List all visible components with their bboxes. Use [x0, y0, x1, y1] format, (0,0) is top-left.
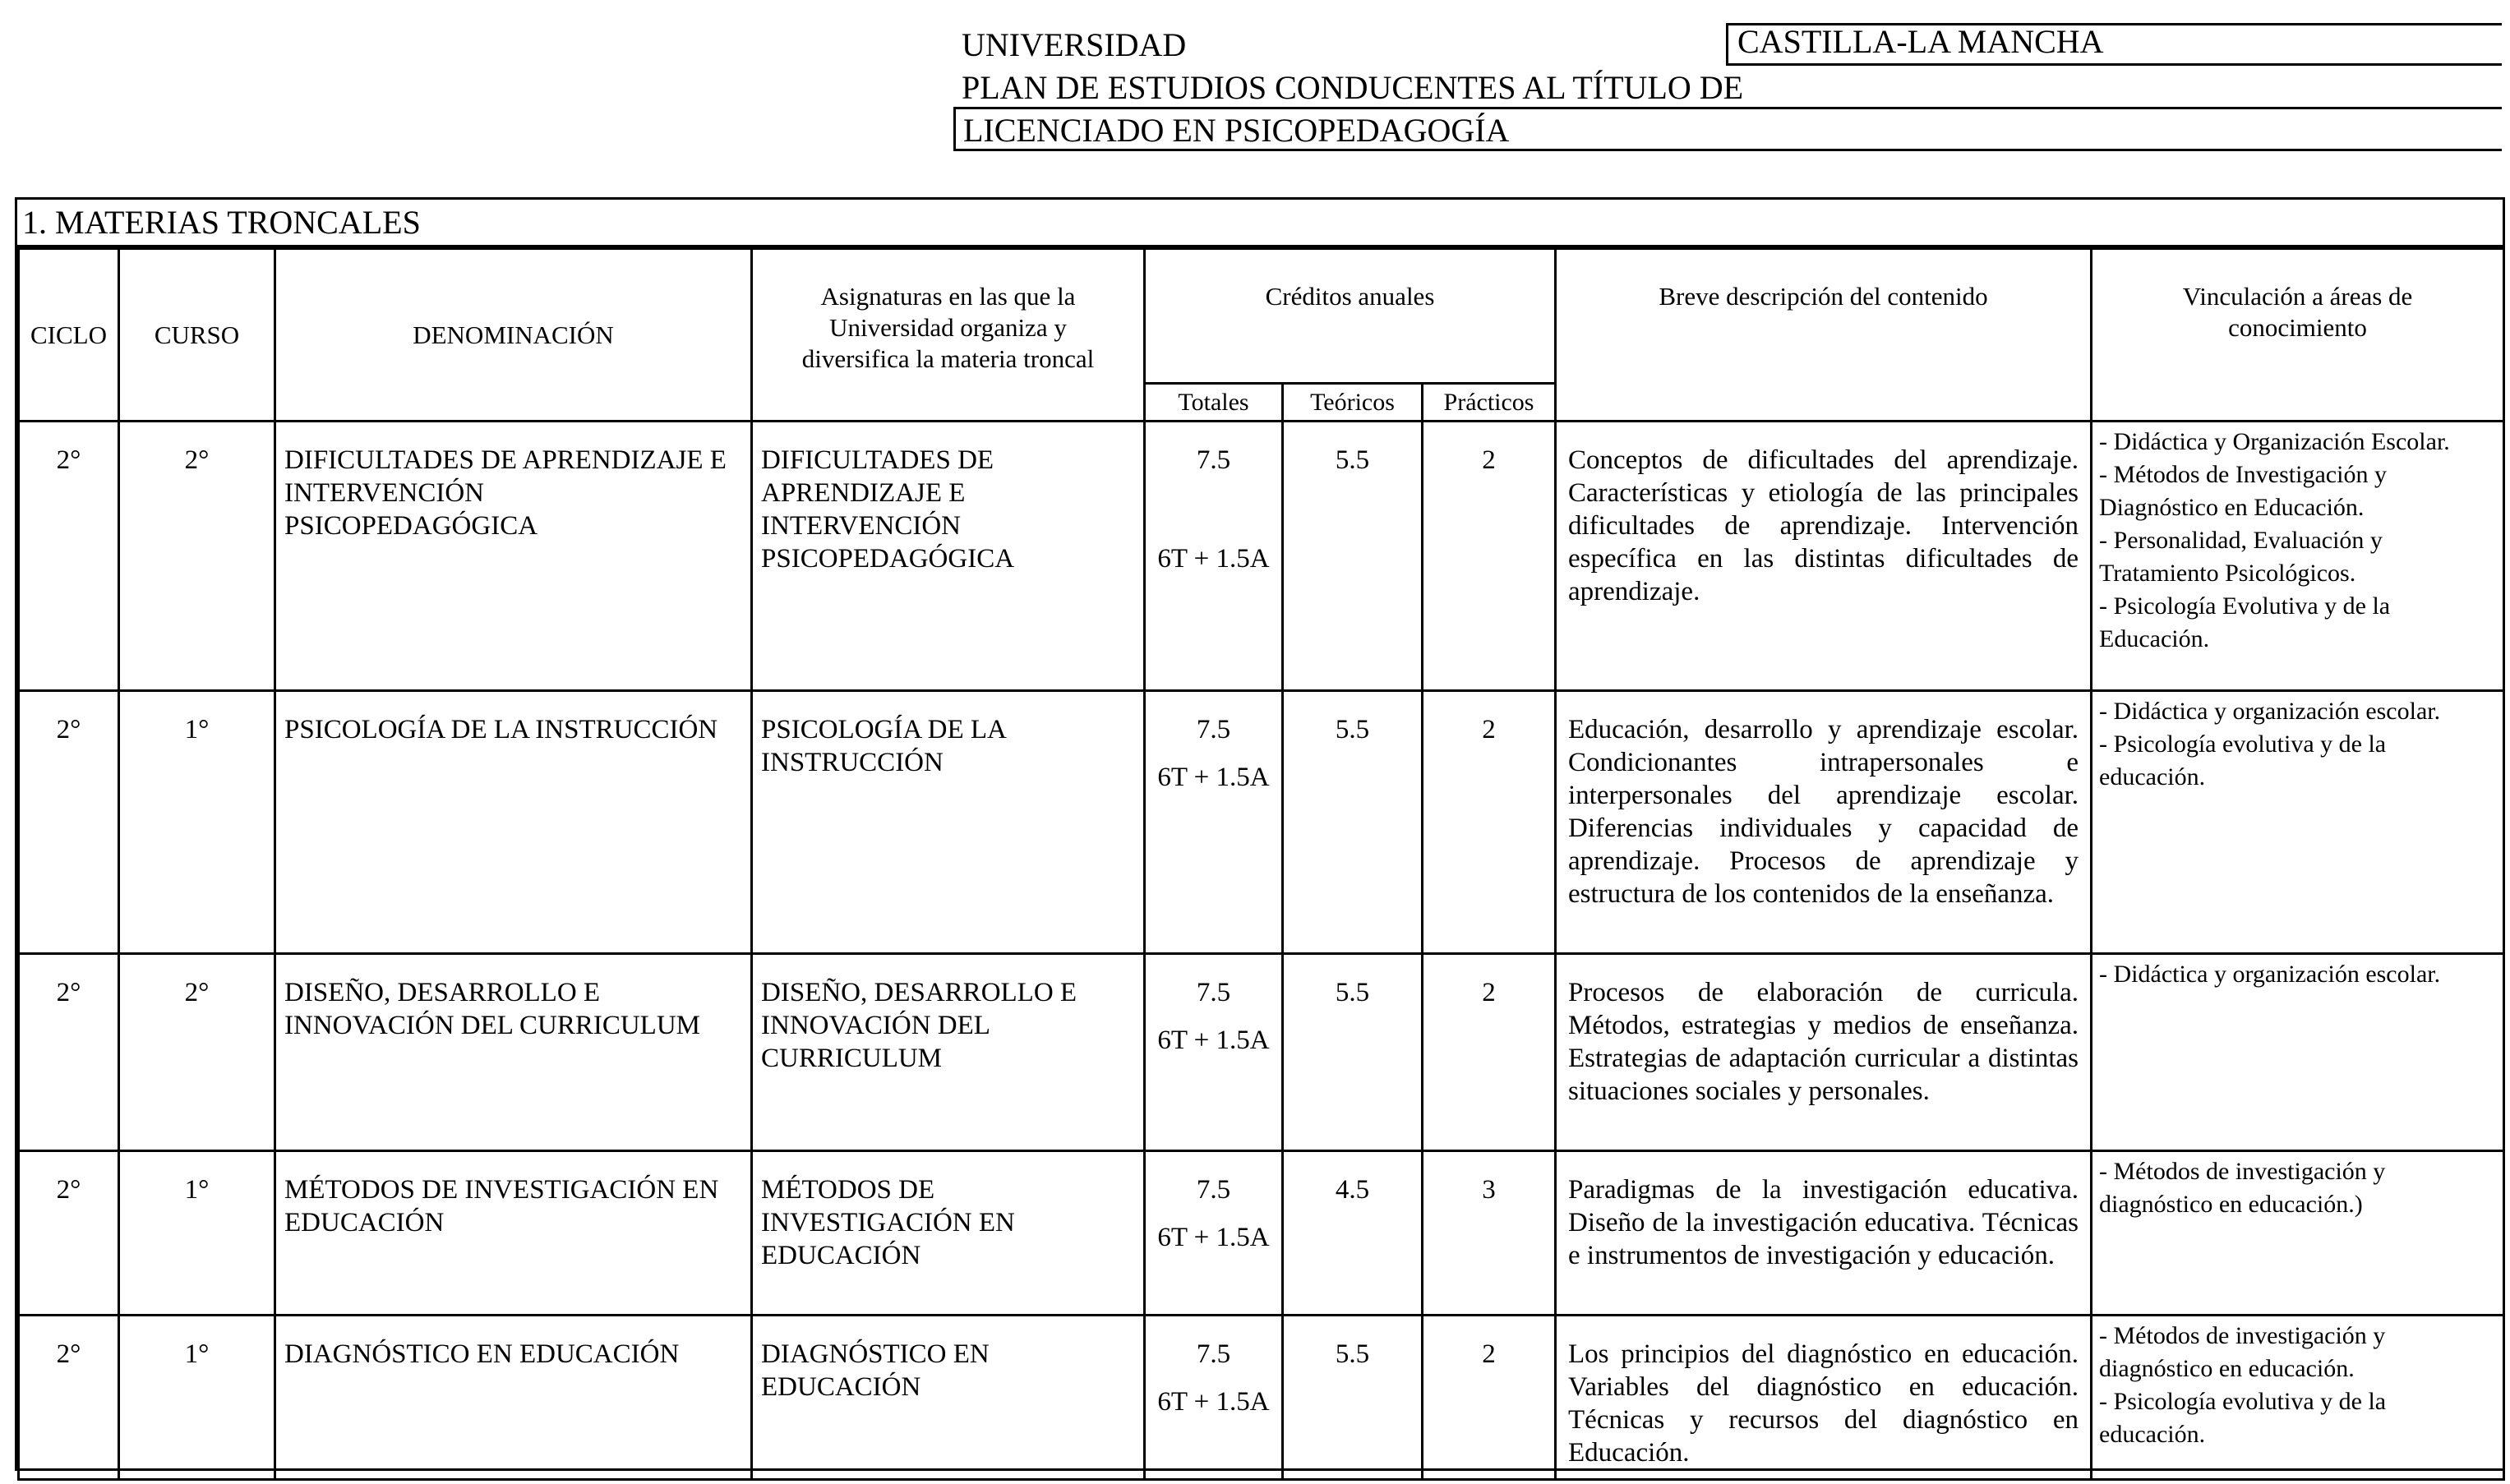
titulo: LICENCIADO EN PSICOPEDAGOGÍA — [963, 112, 1510, 149]
totales-value: 7.5 — [1196, 1339, 1231, 1369]
practicos-cell: 2 — [1423, 422, 1556, 691]
section-title: 1. MATERIAS TRONCALES — [17, 200, 2503, 247]
totales-cell — [1145, 691, 1283, 954]
totales-value: 7.5 — [1196, 1175, 1231, 1205]
asignatura-cell: DISEÑO, DESARROLLO E INNOVACIÓN DEL CURRICULUM — [752, 954, 1145, 1151]
vinculacion-item: - Psicología evolutiva y de la educación. — [2099, 730, 2387, 790]
ciclo-cell: 2° — [19, 1316, 119, 1480]
teoricos-cell: 5.5 — [1283, 691, 1423, 954]
asignatura-cell: PSICOLOGÍA DE LA INSTRUCCIÓN — [752, 691, 1145, 954]
vinculacion-cell — [2092, 954, 2504, 1151]
practicos-cell: 2 — [1423, 954, 1556, 1151]
subjects-table — [17, 247, 2505, 1481]
asignatura-cell: DIFICULTADES DE APRENDIZAJE E INTERVENCIÓN PSICOPEDAGÓGICA — [752, 422, 1145, 691]
curso-cell: 2° — [119, 954, 275, 1151]
denominacion-cell: DIFICULTADES DE APRENDIZAJE E INTERVENCIÓN PSICOPEDAGÓGICA — [275, 422, 752, 691]
ciclo-cell: 2° — [19, 422, 119, 691]
universidad-name: CASTILLA-LA MANCHA — [1737, 23, 2104, 60]
universidad-label: UNIVERSIDAD — [962, 26, 1187, 63]
teoricos-cell: 5.5 — [1283, 1316, 1423, 1480]
totales-detail: 6T + 1.5A — [1157, 1025, 1270, 1055]
curso-cell: 1° — [119, 1316, 275, 1480]
totales-cell — [1145, 422, 1283, 691]
vinculacion-item: - Psicología Evolutiva y de la Educación. — [2099, 592, 2391, 652]
descripcion-cell: Paradigmas de la investigación educativa. Diseño de la investigación educativa. Técnicas e instrumentos de investigación y educación. — [1556, 1151, 2092, 1316]
col-creditos: Créditos anuales — [1145, 249, 1556, 384]
totales-cell — [1145, 954, 1283, 1151]
ciclo-cell: 2° — [19, 1151, 119, 1316]
totales-cell — [1145, 1151, 1283, 1316]
asignatura-cell: DIAGNÓSTICO EN EDUCACIÓN — [752, 1316, 1145, 1480]
vinculacion-cell — [2092, 1151, 2504, 1316]
col-ciclo: CICLO — [19, 249, 119, 422]
vinculacion-item: - Psicología evolutiva y de la educación. — [2099, 1388, 2387, 1448]
teoricos-cell: 5.5 — [1283, 422, 1423, 691]
denominacion-cell: DISEÑO, DESARROLLO E INNOVACIÓN DEL CURRICULUM — [275, 954, 752, 1151]
ciclo-cell: 2° — [19, 954, 119, 1151]
totales-detail: 6T + 1.5A — [1157, 763, 1270, 792]
denominacion-cell: PSICOLOGÍA DE LA INSTRUCCIÓN — [275, 691, 752, 954]
materias-troncales-table — [15, 197, 2505, 1471]
denominacion-cell: MÉTODOS DE INVESTIGACIÓN EN EDUCACIÓN — [275, 1151, 752, 1316]
col-denominacion: DENOMINACIÓN — [275, 249, 752, 422]
totales-detail: 6T + 1.5A — [1157, 1387, 1270, 1417]
vinculacion-cell — [2092, 422, 2504, 691]
totales-detail: 6T + 1.5A — [1157, 1223, 1270, 1252]
table-row — [19, 1151, 2504, 1316]
table-row — [19, 954, 2504, 1151]
teoricos-cell: 5.5 — [1283, 954, 1423, 1151]
col-curso: CURSO — [119, 249, 275, 422]
totales-cell — [1145, 1316, 1283, 1480]
teoricos-cell: 4.5 — [1283, 1151, 1423, 1316]
vinculacion-item: - Didáctica y organización escolar. — [2099, 961, 2441, 988]
practicos-cell: 2 — [1423, 691, 1556, 954]
asignatura-cell: MÉTODOS DE INVESTIGACIÓN EN EDUCACIÓN — [752, 1151, 1145, 1316]
totales-value: 7.5 — [1196, 978, 1231, 1007]
descripcion-cell: Educación, desarrollo y aprendizaje escolar. Condicionantes intrapersonales e interpersonales del aprendizaje escolar. Diferencias individuales y capacidad de aprendizaje. Procesos de aprendizaje y estructura de los contenidos de la enseñanza. — [1556, 691, 2092, 954]
vinculacion-cell — [2092, 691, 2504, 954]
table-row — [19, 422, 2504, 691]
table-row — [19, 691, 2504, 954]
descripcion-cell: Conceptos de dificultades del aprendizaje. Características y etiología de las principales dificultades de aprendizaje. Intervención específica en las distintas dificultades de aprendizaje. — [1556, 422, 2092, 691]
totales-detail: 6T + 1.5A — [1157, 544, 1270, 574]
ciclo-cell: 2° — [19, 691, 119, 954]
vinculacion-item: - Didáctica y Organización Escolar. — [2099, 428, 2450, 455]
plan-label: PLAN DE ESTUDIOS CONDUCENTES AL TÍTULO DE — [962, 69, 1744, 106]
practicos-cell: 2 — [1423, 1316, 1556, 1480]
totales-value: 7.5 — [1196, 715, 1231, 744]
col-totales: Totales — [1145, 384, 1283, 422]
descripcion-cell: Los principios del diagnóstico en educación. Variables del diagnóstico en educación. Técnicas y recursos del diagnóstico en Educación. — [1556, 1316, 2092, 1480]
denominacion-cell: DIAGNÓSTICO EN EDUCACIÓN — [275, 1316, 752, 1480]
vinculacion-item: - Métodos de investigación y diagnóstico en educación.) — [2099, 1158, 2386, 1218]
vinculacion-cell — [2092, 1316, 2504, 1480]
col-descripcion: Breve descripción del contenido — [1556, 249, 2092, 422]
curso-cell: 2° — [119, 422, 275, 691]
vinculacion-item: - Métodos de investigación y diagnóstico en educación. — [2099, 1322, 2386, 1382]
practicos-cell: 3 — [1423, 1151, 1556, 1316]
totales-value: 7.5 — [1196, 445, 1231, 475]
curso-cell: 1° — [119, 691, 275, 954]
col-practicos: Prácticos — [1423, 384, 1556, 422]
table-row — [19, 1316, 2504, 1480]
vinculacion-item: - Personalidad, Evaluación y Tratamiento Psicológicos. — [2099, 527, 2383, 587]
vinculacion-item: - Métodos de Investigación y Diagnóstico en Educación. — [2099, 461, 2387, 521]
vinculacion-item: - Didáctica y organización escolar. — [2099, 698, 2441, 725]
curso-cell: 1° — [119, 1151, 275, 1316]
descripcion-cell: Procesos de elaboración de curricula. Métodos, estrategias y medios de enseñanza. Estrategias de adaptación curricular a distintas situaciones sociales y personales. — [1556, 954, 2092, 1151]
col-vinculacion: Vinculación a áreas de conocimiento — [2092, 249, 2504, 422]
col-asignaturas: Asignaturas en las que la Universidad organiza y diversifica la materia troncal — [752, 249, 1145, 422]
col-teoricos: Teóricos — [1283, 384, 1423, 422]
